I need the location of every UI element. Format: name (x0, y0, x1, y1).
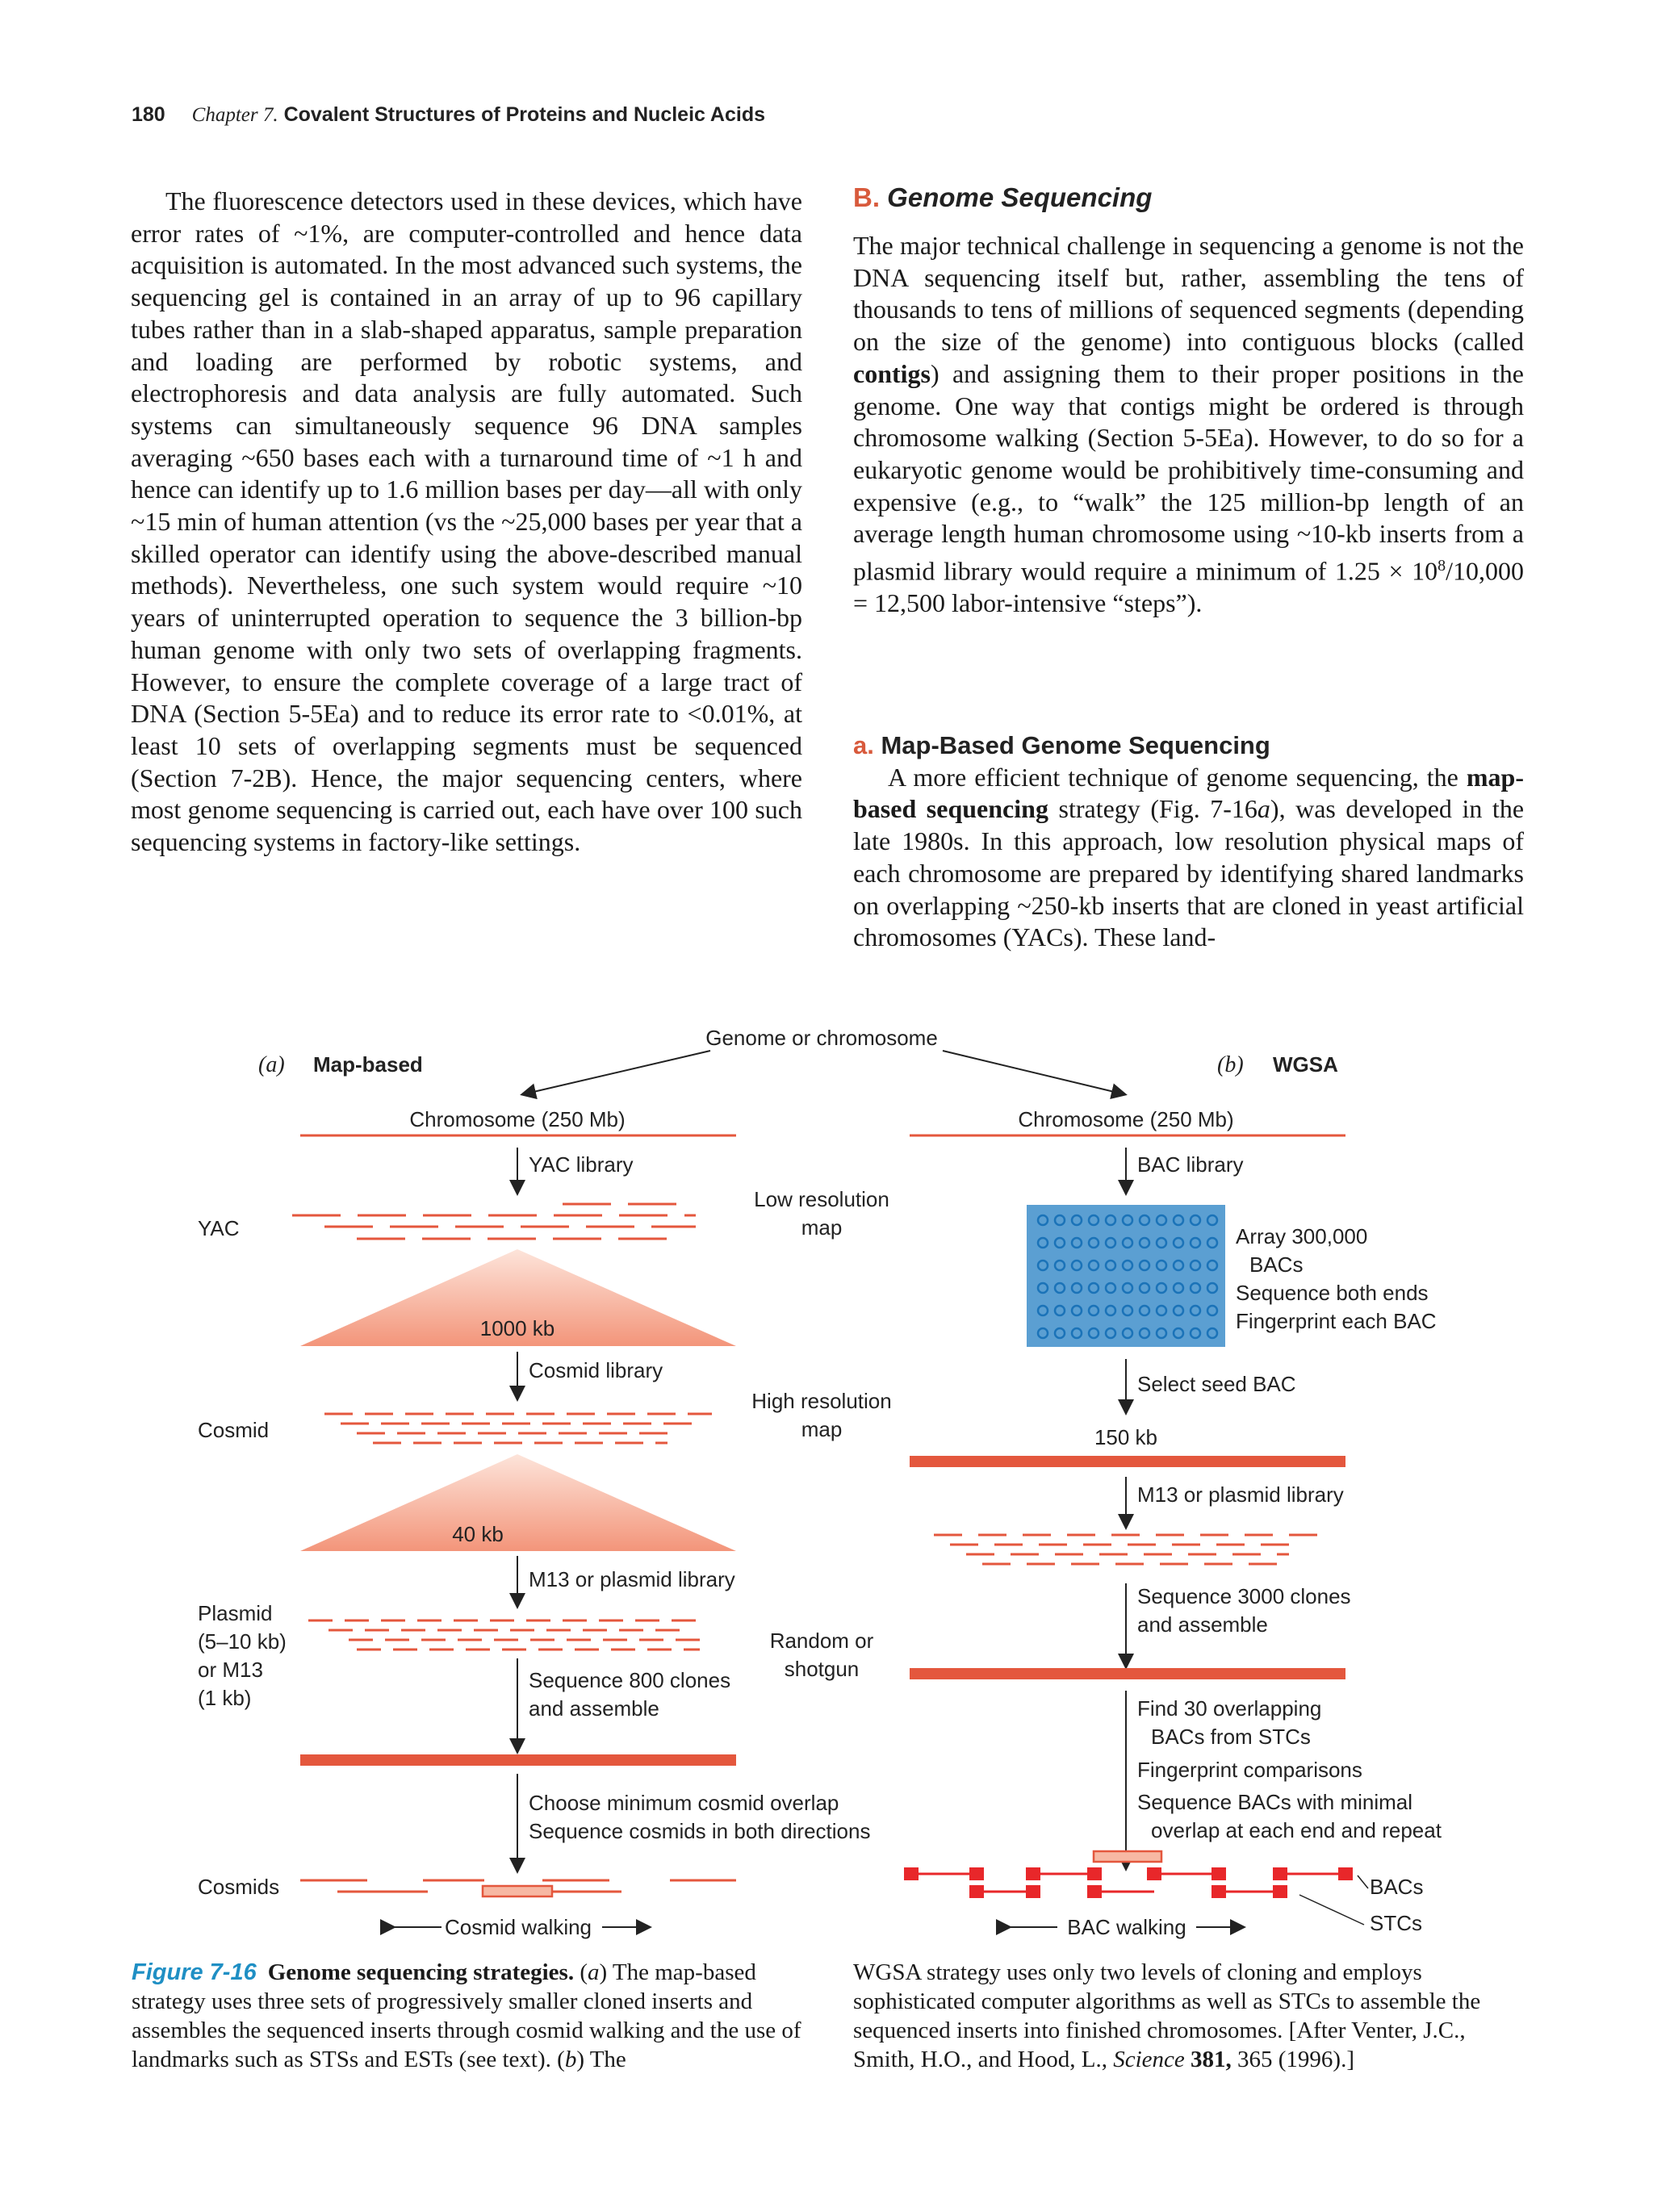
left-column-text (131, 186, 802, 859)
cosmid-overlap-box (483, 1886, 552, 1896)
find30-label-2: BACs from STCs (1151, 1725, 1311, 1749)
random-label-2: shotgun (784, 1657, 860, 1681)
panel-b-title: WGSA (1273, 1052, 1338, 1077)
yac-fragments (292, 1204, 696, 1239)
bac-overlap-box (1094, 1851, 1161, 1862)
seq800-label-2: and assemble (529, 1696, 659, 1721)
plasmid-fragments (308, 1620, 700, 1650)
plasmid-label-1: Plasmid (198, 1601, 273, 1625)
label-genome: Genome or chromosome (705, 1026, 938, 1050)
section-title: Genome Sequencing (887, 182, 1153, 212)
cosmids-label: Cosmids (198, 1875, 280, 1899)
chromosome-b-label: Chromosome (250 Mb) (1018, 1107, 1234, 1131)
panel-a-title: Map-based (313, 1052, 423, 1077)
zoom-triangle-40kb (300, 1454, 736, 1551)
running-header (132, 103, 765, 127)
yac-label: YAC (198, 1216, 240, 1240)
figure-caption-left: Figure 7-16 Genome sequencing strategies. (a) The map-based strategy uses three sets of progressively smaller cloned inserts and assembles the sequenced inserts through cosmid walking and the use of landmarks such as STSs and ESTs (see text). (b) The (132, 1959, 801, 2072)
chapter-title: Covalent Structures of Proteins and Nucleic Acids (283, 103, 766, 126)
label-150kb: 150 kb (1094, 1425, 1158, 1449)
stc-markers (904, 1867, 1353, 1898)
bac-array-plate (1027, 1205, 1225, 1347)
section-letter: B. (853, 182, 880, 212)
paragraph: The major technical challenge in sequencing a genome is not the DNA sequencing itself but, rather, assembling the tens of thousands to tens of millions of sequenced segments (depending on the size of the genome) into contiguous blocks (called contigs) and assigning them to their proper positions in the genome. One way that contigs might be ordered is through chromosome walking (Section 5-5Ea). However, to do so for a eukaryotic genome would be prohibitively time-consuming and expensive (e.g., to “walk” the 125 million-bp length of an average length human chromosome using ~10-kb inserts from a plasmid library would require a minimum of $1.25 \times 10^8/10,000 = 12,500$ labor-intensive “steps”). (853, 231, 1524, 618)
plasmid-label-3: or M13 (198, 1658, 263, 1682)
m13-library-label-a: M13 or plasmid library (529, 1567, 735, 1591)
caption-title: Genome sequencing strategies. (267, 1959, 575, 1985)
figure-7-16 (0, 1009, 1653, 1961)
cosmid-fragments (324, 1414, 712, 1443)
wgsa-fragments (934, 1535, 1317, 1564)
label-1000kb: 1000 kb (479, 1316, 555, 1340)
subsection-text (853, 730, 1524, 954)
array-label-2: BACs (1249, 1252, 1304, 1277)
choose-label-1: Choose minimum cosmid overlap (529, 1791, 839, 1815)
cosmid-label: Cosmid (198, 1418, 270, 1442)
label-40kb: 40 kb (452, 1522, 504, 1546)
cosmid-walking-label: Cosmid walking (444, 1915, 592, 1939)
plasmid-label-4: (1 kb) (198, 1686, 252, 1710)
m13-library-label-b: M13 or plasmid library (1137, 1482, 1344, 1507)
cosmid-library-label: Cosmid library (529, 1358, 663, 1382)
figure-label: Figure 7-16 (132, 1959, 257, 1985)
choose-label-2: Sequence cosmids in both directions (529, 1819, 871, 1843)
select-seed-label: Select seed BAC (1137, 1372, 1296, 1396)
low-res-label-2: map (801, 1215, 843, 1240)
section-heading (853, 182, 1152, 213)
seqbacs-label-2: overlap at each end and repeat (1151, 1818, 1442, 1842)
high-res-label-1: High resolution (751, 1389, 892, 1413)
assembled-bac-bar (910, 1668, 1345, 1679)
seq3000-label-1: Sequence 3000 clones (1137, 1584, 1351, 1608)
chapter-number: Chapter 7. (191, 104, 278, 126)
high-res-label-2: map (801, 1417, 843, 1441)
seed-bac-bar (910, 1456, 1345, 1467)
array-label-3: Sequence both ends (1236, 1281, 1429, 1305)
random-label-1: Random or (769, 1629, 874, 1653)
arrow-to-map-based (523, 1051, 710, 1094)
right-column-text (853, 230, 1524, 620)
bac-library-label: BAC library (1137, 1152, 1244, 1177)
seqbacs-label-1: Sequence BACs with minimal (1137, 1790, 1413, 1814)
paragraph: The fluorescence detectors used in these devices, which have error rates of ~1%, are computer-controlled and hence data acquisition is automated. In the most advanced such systems, the sequencing gel is contained in an array of up to 96 capillary tubes rather than in a slab-shaped apparatus, sample preparation and loading are performed by robotic systems, and electrophoresis and data analysis are fully automated. Such systems can simultaneously sequence 96 DNA samples averaging ~650 bases each with a turnaround time of ~1 h and hence can identify up to 1.6 million bases per day—all with only ~15 min of human attention (vs the ~25,000 bases per year that a skilled operator can identify using the above-described manual methods). Nevertheless, one such system would require ~10 years of uninterrupted operation to sequence the 3 billion-bp human genome with only two sets of overlapping fragments. However, to ensure the complete coverage of a large tract of DNA (Section 5-5Ea) and to reduce its error rate to <0.01%, at least 10 sets of overlapping segments must be sequenced (Section 7-2B). Hence, the major sequencing centers, where most genome sequencing is carried out, each have over 100 such sequencing systems in factory-like settings. (131, 186, 802, 857)
page-number: 180 (132, 103, 165, 126)
stcs-label: STCs (1370, 1911, 1422, 1935)
array-label-4: Fingerprint each BAC (1236, 1309, 1437, 1333)
find30-label-1: Find 30 overlapping (1137, 1696, 1322, 1721)
chromosome-a-label: Chromosome (250 Mb) (409, 1107, 626, 1131)
panel-a-letter: (a) (258, 1052, 285, 1077)
bac-walking-label: BAC walking (1067, 1915, 1186, 1939)
figure-caption-right: WGSA strategy uses only two levels of cloning and employs sophisticated computer algorithms as well as STCs to assemble the sequenced inserts into finished chromosomes. [After Venter, J.C., Smith, H.O., and Hood, L., Science 381, 365 (1996).] (853, 1959, 1481, 2072)
assembled-plasmid-bar (300, 1754, 736, 1766)
seq3000-label-2: and assemble (1137, 1612, 1268, 1637)
panel-b-letter: (b) (1217, 1052, 1244, 1077)
seq800-label-1: Sequence 800 clones (529, 1668, 731, 1692)
fingerprint-label: Fingerprint comparisons (1137, 1758, 1362, 1782)
low-res-label-1: Low resolution (754, 1187, 889, 1211)
arrow-to-wgsa (943, 1051, 1124, 1094)
plasmid-label-2: (5–10 kb) (198, 1629, 287, 1654)
paragraph: A more efficient technique of genome sequencing, the map-based sequencing strategy (Fig. 7-16a), was developed in the late 1980s. In this approach, low resolution physical maps of each chromosome are prepared by identifying shared landmarks on overlapping ~250-kb inserts that are cloned in yeast artificial chromosomes (YACs). These land- (853, 762, 1525, 952)
subsection-heading: a. Map-Based Genome Sequencing (853, 731, 1270, 759)
bacs-label: BACs (1370, 1875, 1424, 1899)
array-label-1: Array 300,000 (1236, 1224, 1368, 1248)
yac-library-label: YAC library (529, 1152, 634, 1177)
